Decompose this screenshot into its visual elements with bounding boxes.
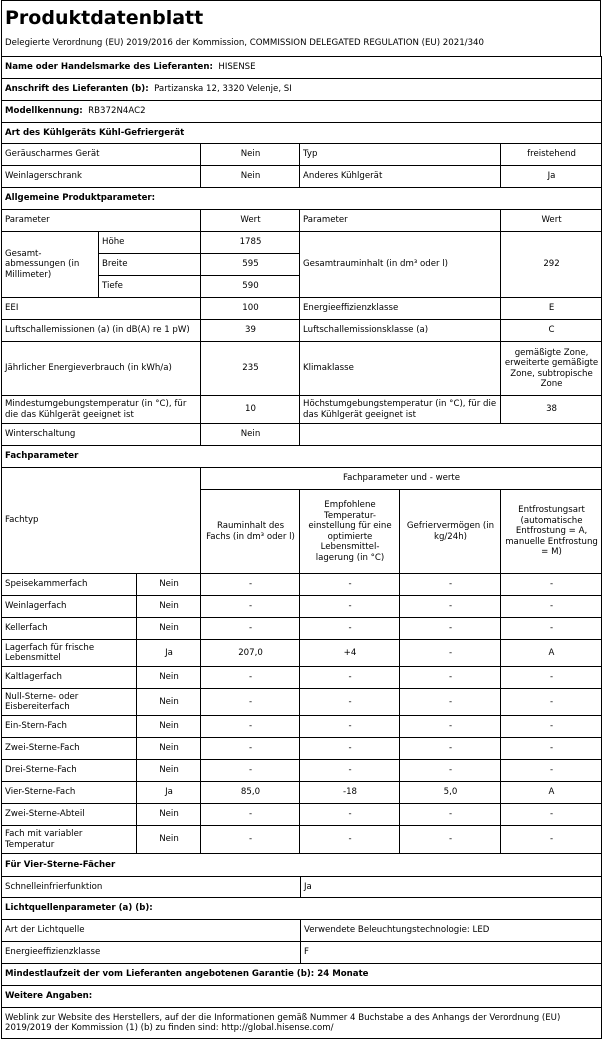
fach-volume: - [201,716,300,738]
fach-name: Kellerfach [2,618,137,640]
general-value-2: C [501,320,602,342]
light-class-row [2,942,602,964]
fach-name: Fach mit variabler Temperatur [2,826,137,854]
fach-freezing-capacity: - [400,596,501,618]
fach-volume: - [201,689,300,716]
fach-defrost-type: - [501,760,602,782]
width-label: Breite [99,254,201,276]
type-value: Nein [201,144,300,166]
general-value: 100 [201,298,300,320]
fach-defrost-type: - [501,826,602,854]
fach-volume: 85,0 [201,782,300,804]
fach-present: Nein [137,618,201,640]
fach-present: Ja [137,782,201,804]
light-type-label: Art der Lichtquelle [2,920,301,942]
winter-row [2,424,602,446]
model-value: RB372N4AC2 [88,106,146,117]
fach-defrost-type: - [501,738,602,760]
fach-present: Ja [137,640,201,667]
type-label-2: Typ [300,144,501,166]
fach-name: Vier-Sterne-Fach [2,782,137,804]
fach-row [2,640,602,667]
fach-row [2,738,602,760]
general-value: 10 [201,396,300,424]
fach-header-row [2,468,602,490]
fach-defrost-type: - [501,689,602,716]
fach-table [1,573,602,854]
fach-temperature: - [300,596,400,618]
fach-freezing-capacity: - [400,618,501,640]
fach-type-header: Fachtyp [2,468,201,574]
general-label: EEI [2,298,201,320]
supplier-row [2,57,602,79]
dimension-row [2,232,602,254]
fach-column-header: Empfohlene Temperatur-einstellung für eine optimierte Lebensmittel-lagerung (in °C) [300,490,400,574]
type-label: Geräuscharmes Gerät [2,144,201,166]
supplier-label: Name oder Handelsmarke des Lieferanten: [5,62,213,73]
fach-volume: - [201,618,300,640]
light-class-label: Energieeffizienzklasse [2,942,301,964]
fach-group-header: Fachparameter und - werte [201,468,602,490]
fach-temperature: - [300,618,400,640]
fach-temperature: - [300,738,400,760]
supplier-value: HISENSE [218,62,256,73]
datasheet-table [1,56,602,574]
fach-temperature: - [300,760,400,782]
light-heading: Lichtquellenparameter (a) (b): [2,898,602,920]
fach-present: Nein [137,826,201,854]
further-text: Weblink zur Website des Herstellers, auf der die Informationen gemäß Nummer 4 Buchstabe a des Anhangs der Verordnung (EU) 2019/2019 der Kommission (1) (b) zu finden sind: http://global.hisense.com/ [2,1008,602,1039]
fast-freeze-row [2,877,602,898]
fach-volume: - [201,667,300,689]
fach-volume: - [201,738,300,760]
fach-name: Weinlagerfach [2,596,137,618]
fast-freeze-value: Ja [301,877,602,898]
general-row [2,396,602,424]
page-title: Produktdatenblatt [5,7,204,29]
param-header-2: Parameter [300,210,501,232]
general-heading: Allgemeine Produktparameter: [2,188,602,210]
fach-temperature: - [300,826,400,854]
model-row [2,101,602,123]
empty-cell [300,424,602,446]
depth-label: Tiefe [99,276,201,298]
height-value: 1785 [201,232,300,254]
fach-row [2,804,602,826]
general-label-2: Höchstumgebungstemperatur (in °C), für die das Kühlgerät geeignet ist [300,396,501,424]
fach-present: Nein [137,596,201,618]
fach-row [2,716,602,738]
fach-volume: - [201,596,300,618]
fach-defrost-type: - [501,574,602,596]
light-type-row [2,920,602,942]
fach-defrost-type: - [501,804,602,826]
fach-row [2,826,602,854]
fach-temperature: - [300,667,400,689]
fach-freezing-capacity: - [400,689,501,716]
volume-value: 292 [501,232,602,298]
type-row [2,144,602,166]
fach-present: Nein [137,689,201,716]
fast-freeze-label: Schnelleinfrierfunktion [2,877,301,898]
address-value: Partizanska 12, 3320 Velenje, SI [154,84,292,95]
fach-present: Nein [137,738,201,760]
general-row [2,298,602,320]
header-block [1,0,601,56]
fach-name: Ein-Stern-Fach [2,716,137,738]
fach-temperature: - [300,689,400,716]
fach-row [2,596,602,618]
width-value: 595 [201,254,300,276]
fach-temperature: - [300,804,400,826]
fach-freezing-capacity: - [400,667,501,689]
light-type-value: Verwendete Beleuchtungstechnologie: LED [301,920,602,942]
type-label-2: Anderes Kühlgerät [300,166,501,188]
fach-freezing-capacity: - [400,738,501,760]
model-label: Modellkennung: [5,106,83,117]
fach-row [2,782,602,804]
fach-name: Lagerfach für frische Lebensmittel [2,640,137,667]
fach-freezing-capacity: 5,0 [400,782,501,804]
fach-defrost-type: - [501,667,602,689]
light-class-value: F [301,942,602,964]
value-header: Wert [201,210,300,232]
depth-value: 590 [201,276,300,298]
fach-row [2,689,602,716]
fach-freezing-capacity: - [400,804,501,826]
fach-row [2,574,602,596]
fach-freezing-capacity: - [400,640,501,667]
general-header-row [2,210,602,232]
fach-defrost-type: - [501,596,602,618]
general-label-2: Klimaklasse [300,342,501,396]
regulation-subtitle: Delegierte Verordnung (EU) 2019/2016 der Kommission, COMMISSION DELEGATED REGULATION (EU) 2021/340 [5,38,484,48]
fach-temperature: - [300,716,400,738]
general-row [2,342,602,396]
fach-row [2,667,602,689]
fach-freezing-capacity: - [400,574,501,596]
type-value-2: Ja [501,166,602,188]
general-label: Jährlicher Energieverbrauch (in kWh/a) [2,342,201,396]
fach-temperature: +4 [300,640,400,667]
type-row [2,166,602,188]
general-value-2: E [501,298,602,320]
fach-volume: 207,0 [201,640,300,667]
fach-freezing-capacity: - [400,760,501,782]
fach-name: Null-Sterne- oder Eisbereiterfach [2,689,137,716]
fach-name: Zwei-Sterne-Abteil [2,804,137,826]
winter-label: Winterschaltung [2,424,201,446]
general-label: Mindestumgebungstemperatur (in °C), für die das Kühlgerät geeignet ist [2,396,201,424]
type-value-2: freistehend [501,144,602,166]
fach-volume: - [201,760,300,782]
fach-freezing-capacity: - [400,826,501,854]
fach-volume: - [201,574,300,596]
fach-name: Kaltlagerfach [2,667,137,689]
warranty-row: Mindestlaufzeit der vom Lieferanten angebotenen Garantie (b): 24 Monate [2,964,602,986]
winter-value: Nein [201,424,300,446]
param-header: Parameter [2,210,201,232]
fach-temperature: -18 [300,782,400,804]
fach-defrost-type: A [501,782,602,804]
fach-column-header: Rauminhalt des Fachs (in dm³ oder l) [201,490,300,574]
climate-class-value: gemäßigte Zone, erweiterte gemäßigte Zone, subtropische Zone [501,342,602,396]
dimensions-label: Gesamt-abmessungen (in Millimeter) [2,232,99,298]
address-label: Anschrift des Lieferanten (b): [5,84,149,95]
four-star-heading: Für Vier-Sterne-Fächer [2,854,602,877]
footer-table [1,853,602,1039]
fach-present: Nein [137,716,201,738]
fach-temperature: - [300,574,400,596]
general-value: 39 [201,320,300,342]
fach-present: Nein [137,804,201,826]
fach-name: Speisekammerfach [2,574,137,596]
fach-row [2,618,602,640]
fach-freezing-capacity: - [400,716,501,738]
fach-name: Drei-Sterne-Fach [2,760,137,782]
general-label: Luftschallemissionen (a) (in dB(A) re 1 pW) [2,320,201,342]
fach-defrost-type: - [501,618,602,640]
further-heading: Weitere Angaben: [2,986,602,1008]
volume-label: Gesamtrauminhalt (in dm³ oder l) [300,232,501,298]
general-row [2,320,602,342]
general-label-2: Energieeffizienzklasse [300,298,501,320]
fach-volume: - [201,826,300,854]
general-value: 235 [201,342,300,396]
fach-column-header: Entfrostungsart (automatische Entfrostung = A, manuelle Entfrostung = M) [501,490,602,574]
fach-defrost-type: A [501,640,602,667]
product-datasheet [1,0,601,1039]
general-label-2: Luftschallemissionsklasse (a) [300,320,501,342]
fach-heading: Fachparameter [2,446,602,468]
value-header-2: Wert [501,210,602,232]
fach-name: Zwei-Sterne-Fach [2,738,137,760]
fach-row [2,760,602,782]
height-label: Höhe [99,232,201,254]
type-label: Weinlagerschrank [2,166,201,188]
type-section-heading: Art des Kühlgeräts Kühl-Gefriergerät [2,123,602,144]
fach-present: Nein [137,667,201,689]
fach-defrost-type: - [501,716,602,738]
fach-present: Nein [137,574,201,596]
address-row [2,79,602,101]
type-value: Nein [201,166,300,188]
general-value-2: 38 [501,396,602,424]
fach-volume: - [201,804,300,826]
fach-column-header: Gefriervermögen (in kg/24h) [400,490,501,574]
fach-present: Nein [137,760,201,782]
